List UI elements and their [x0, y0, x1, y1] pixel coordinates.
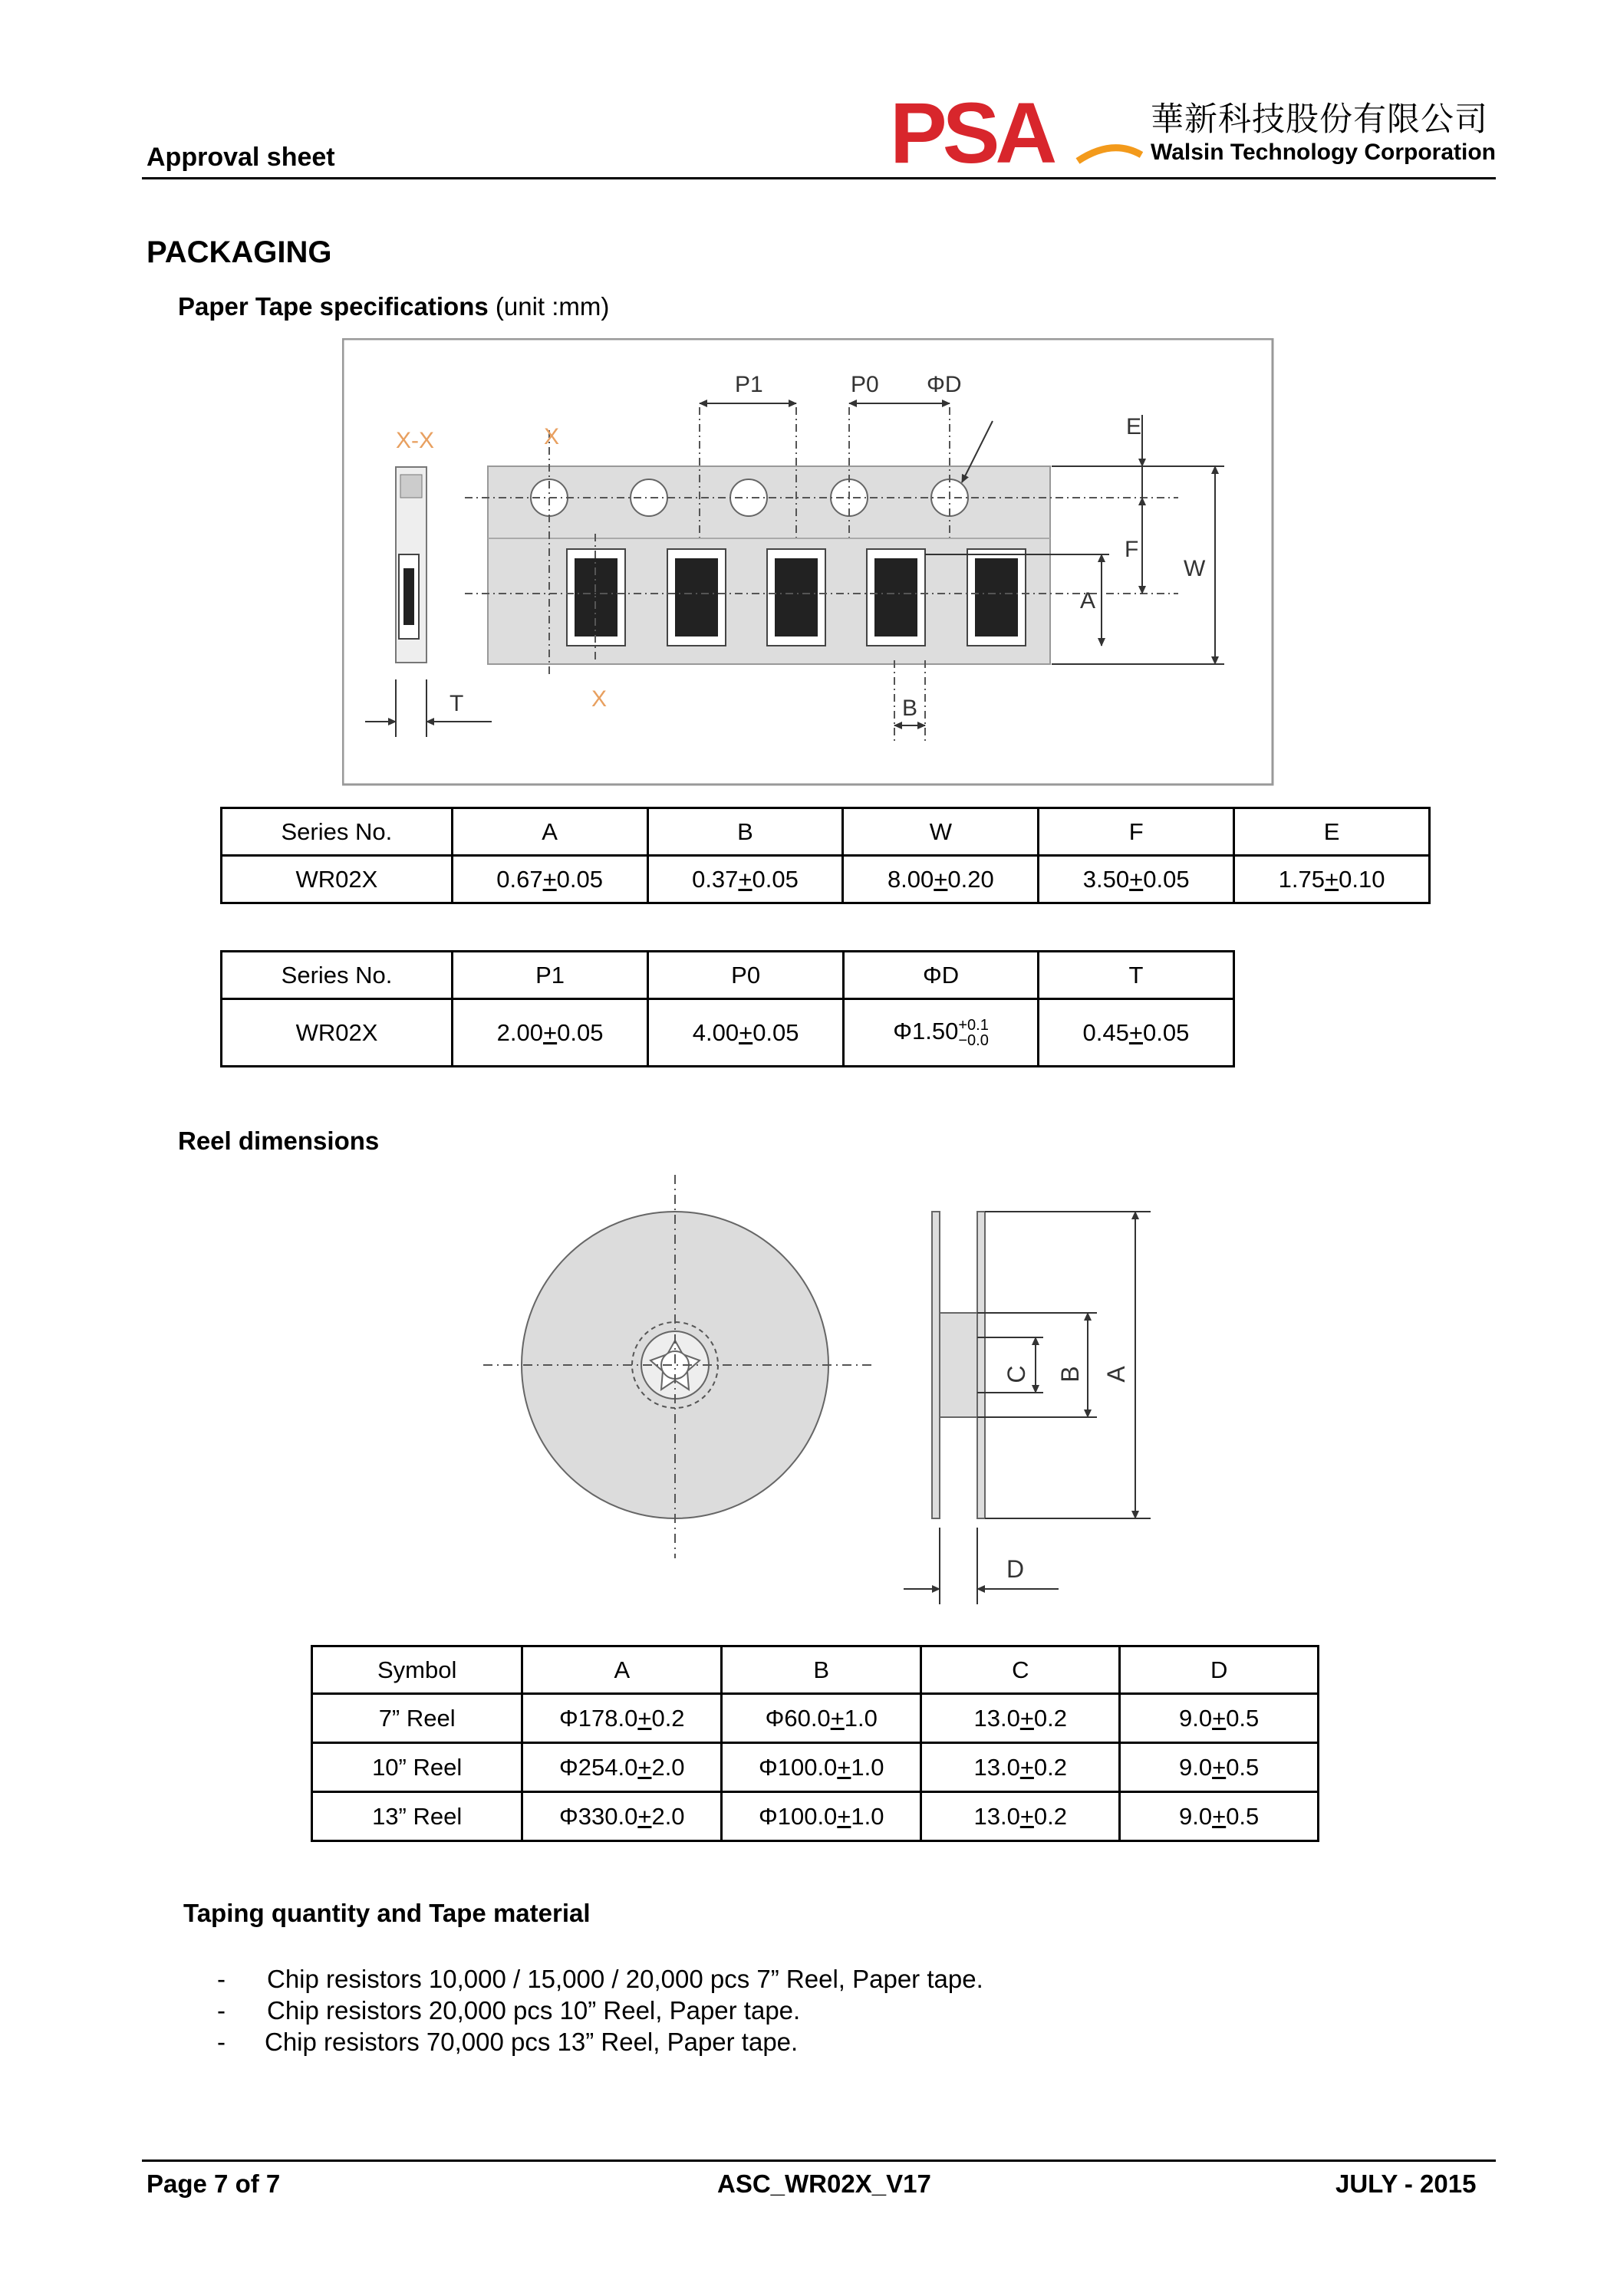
- cell-p1: 2.00+0.05: [453, 999, 648, 1067]
- company-name-cn: 華新科技股份有限公司: [1151, 101, 1488, 138]
- cell-e: 1.75+0.10: [1234, 856, 1430, 903]
- cell-b: Φ60.0+1.0: [722, 1694, 921, 1743]
- section-title: PACKAGING: [147, 235, 332, 269]
- cell-series: WR02X: [222, 999, 453, 1067]
- table-header-row: [222, 808, 1430, 856]
- list-item: - Chip resistors 20,000 pcs 10” Reel, Paper tape.: [217, 1996, 801, 2025]
- th-w: W: [843, 808, 1039, 856]
- label-t: T: [450, 691, 464, 716]
- label-p1: P1: [735, 372, 763, 397]
- reel-diagram: [460, 1160, 1181, 1604]
- th-d: D: [1120, 1646, 1319, 1694]
- cell-w: 8.00+0.20: [843, 856, 1039, 903]
- company-name-en: Walsin Technology Corporation: [1151, 140, 1496, 165]
- th-b: B: [722, 1646, 921, 1694]
- footer-doc-id: ASC_WR02X_V17: [717, 2169, 931, 2198]
- tape-spec-table-1: [220, 807, 1431, 904]
- cell-c: 13.0+0.2: [921, 1694, 1120, 1743]
- table-row: [222, 999, 1234, 1067]
- reel-label-d: D: [1006, 1555, 1025, 1583]
- th-p1: P1: [453, 952, 648, 999]
- label-e: E: [1126, 414, 1142, 439]
- table-row: [312, 1792, 1319, 1841]
- th-f: F: [1039, 808, 1234, 856]
- label-w: W: [1184, 556, 1206, 581]
- header-rule: [142, 177, 1496, 179]
- paper-tape-diagram: [342, 338, 1275, 787]
- cell-d: 9.0+0.5: [1120, 1743, 1319, 1792]
- th-series: Series No.: [222, 952, 453, 999]
- reel-heading: Reel dimensions: [178, 1127, 380, 1155]
- th-phid: ΦD: [844, 952, 1039, 999]
- cell-a: 0.67+0.05: [452, 856, 647, 903]
- cell-phid: Φ1.50 +0.1 −0.0: [844, 999, 1039, 1067]
- th-a: A: [522, 1646, 722, 1694]
- th-a: A: [452, 808, 647, 856]
- reel-label-b: B: [1056, 1366, 1084, 1383]
- th-c: C: [921, 1646, 1120, 1694]
- th-e: E: [1234, 808, 1430, 856]
- reel-table: [311, 1645, 1319, 1842]
- cell-d: 9.0+0.5: [1120, 1792, 1319, 1841]
- cell-symbol: 13” Reel: [312, 1792, 522, 1841]
- label-b: B: [902, 696, 918, 721]
- list-item: - Chip resistors 10,000 / 15,000 / 20,000 pcs 7” Reel, Paper tape.: [217, 1965, 983, 1993]
- th-t: T: [1038, 952, 1233, 999]
- cell-b: 0.37+0.05: [647, 856, 843, 903]
- logo-text: PSA: [890, 94, 1053, 170]
- cell-symbol: 7” Reel: [312, 1694, 522, 1743]
- cell-f: 3.50+0.05: [1039, 856, 1234, 903]
- table-row: [222, 856, 1430, 903]
- table-row: [312, 1694, 1319, 1743]
- th-symbol: Symbol: [312, 1646, 522, 1694]
- cell-a: Φ178.0+0.2: [522, 1694, 722, 1743]
- tape-heading: [178, 292, 609, 321]
- th-b: B: [647, 808, 843, 856]
- psa-logo: [890, 94, 1143, 170]
- footer-rule: [142, 2159, 1496, 2162]
- reel-label-c: C: [1003, 1365, 1030, 1383]
- cell-b: Φ100.0+1.0: [722, 1743, 921, 1792]
- cell-p0: 4.00+0.05: [648, 999, 844, 1067]
- list-item: - Chip resistors 70,000 pcs 13” Reel, Paper tape.: [217, 2028, 799, 2056]
- label-x-top: X: [544, 424, 560, 449]
- label-phid: ΦD: [927, 372, 962, 397]
- label-a: A: [1080, 588, 1096, 613]
- header-title: Approval sheet: [147, 143, 335, 172]
- cell-t: 0.45+0.05: [1038, 999, 1233, 1067]
- quantity-list: [217, 1963, 983, 2058]
- cell-series: WR02X: [222, 856, 453, 903]
- label-x-bottom: X: [591, 686, 608, 712]
- quantity-heading: Taping quantity and Tape material: [183, 1899, 591, 1927]
- footer-date: JULY - 2015: [1335, 2169, 1477, 2198]
- tape-spec-table-2: [220, 950, 1235, 1067]
- footer-page: Page 7 of 7: [147, 2169, 281, 2198]
- cell-symbol: 10” Reel: [312, 1743, 522, 1792]
- th-p0: P0: [648, 952, 844, 999]
- cell-c: 13.0+0.2: [921, 1792, 1120, 1841]
- cell-a: Φ254.0+2.0: [522, 1743, 722, 1792]
- cell-a: Φ330.0+2.0: [522, 1792, 722, 1841]
- label-f: F: [1125, 537, 1139, 562]
- cell-b: Φ100.0+1.0: [722, 1792, 921, 1841]
- cell-d: 9.0+0.5: [1120, 1694, 1319, 1743]
- tape-heading-bold: Paper Tape specifications: [178, 292, 489, 321]
- table-header-row: [312, 1646, 1319, 1694]
- label-xx: X-X: [396, 428, 435, 453]
- reel-label-a: A: [1102, 1366, 1130, 1383]
- label-p0: P0: [851, 372, 879, 397]
- tape-heading-unit: (unit :mm): [488, 292, 610, 321]
- cell-c: 13.0+0.2: [921, 1743, 1120, 1792]
- table-row: [312, 1743, 1319, 1792]
- th-series: Series No.: [222, 808, 453, 856]
- table-header-row: [222, 952, 1234, 999]
